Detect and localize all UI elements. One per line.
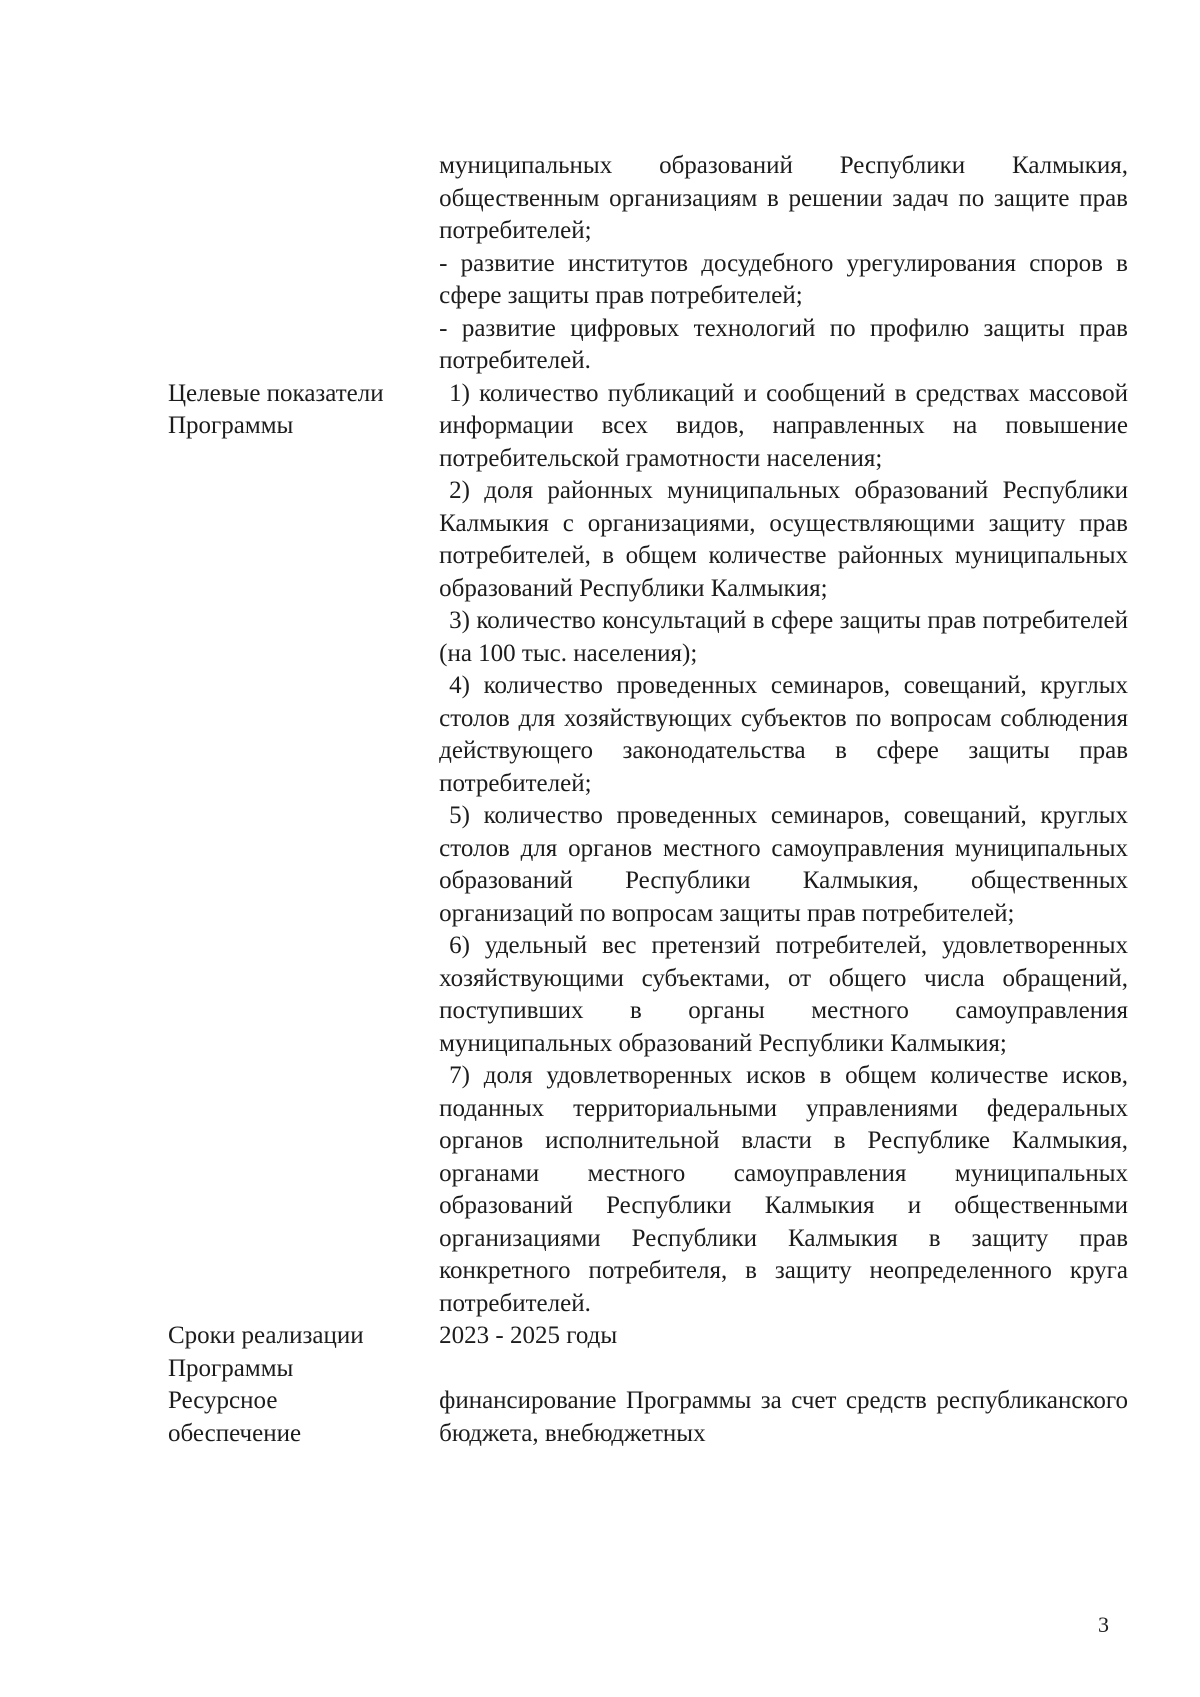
- target-item: 3) количество консультаций в сфере защиты прав потребителей (на 100 тыс. населения);: [439, 607, 1128, 667]
- target-item: 4) количество проведенных семинаров, совещаний, круглых столов для хозяйствующих субъектов по вопросам соблюдения действующего законодательства в сфере защиты прав потребителей;: [439, 672, 1128, 797]
- timeline-value-cell: [439, 1320, 1128, 1385]
- continuation-item: - развитие институтов досудебного урегулирования споров в сфере защиты прав потребителей;: [439, 249, 1128, 309]
- resources-label: [168, 1385, 439, 1450]
- timeline-label-line: Сроки реализации: [168, 1322, 364, 1349]
- timeline-label: [168, 1320, 439, 1385]
- continuation-text: муниципальных образований Республики Калмыкия, общественным организациям в решении задач по защите прав потребителей;: [439, 152, 1128, 244]
- resources-row: [168, 1385, 1128, 1450]
- targets-label: [168, 378, 439, 1321]
- targets-value-cell: [439, 378, 1128, 1321]
- targets-label-line: Целевые показатели: [168, 379, 384, 407]
- continuation-item: - развитие цифровых технологий по профилю защиты прав потребителей.: [439, 314, 1128, 374]
- target-item: 2) доля районных муниципальных образований Республики Калмыкия с организациями, осуществляющими защиту прав потребителей, в общем количестве районных муниципальных образований Республики Калмыкия;: [439, 477, 1128, 602]
- targets-label-line: Программы: [168, 412, 294, 439]
- resources-label-line: Ресурсное: [168, 1387, 278, 1414]
- targets-row: [168, 378, 1128, 1321]
- resources-value-cell: [439, 1385, 1128, 1450]
- target-item: 7) доля удовлетворенных исков в общем количестве исков, поданных территориальными управлениями федеральных органов исполнительной власти в Республике Калмыкия, органами местного самоуправления муниципальных образований Республики Калмыкия и общественными организациями Республики Калмыкия в защиту прав конкретного потребителя, в защиту неопределенного круга потребителей.: [439, 1062, 1128, 1317]
- timeline-value: 2023 - 2025 годы: [439, 1322, 618, 1349]
- target-item: 1) количество публикаций и сообщений в средствах массовой информации всех видов, направленных на повышение потребительской грамотности населения;: [439, 379, 1128, 472]
- timeline-row: [168, 1320, 1128, 1385]
- resources-label-line: обеспечение: [168, 1419, 302, 1447]
- continuation-label-cell: [168, 150, 439, 378]
- timeline-label-line: Программы: [168, 1354, 294, 1382]
- resources-value: финансирование Программы за счет средств республиканского бюджета, внебюджетных: [439, 1387, 1128, 1447]
- target-item: 5) количество проведенных семинаров, совещаний, круглых столов для органов местного самоуправления муниципальных образований Республики Калмыкия, общественных организаций по вопросам защиты прав потребителей;: [439, 802, 1128, 927]
- continuation-value-cell: [439, 150, 1128, 378]
- program-passport-table: [168, 150, 1128, 1450]
- continuation-row: [168, 150, 1128, 378]
- target-item: 6) удельный вес претензий потребителей, удовлетворенных хозяйствующими субъектами, от общего числа обращений, поступивших в органы местного самоуправления муниципальных образований Республики Калмыкия;: [439, 932, 1128, 1057]
- page-number: 3: [1098, 1612, 1109, 1637]
